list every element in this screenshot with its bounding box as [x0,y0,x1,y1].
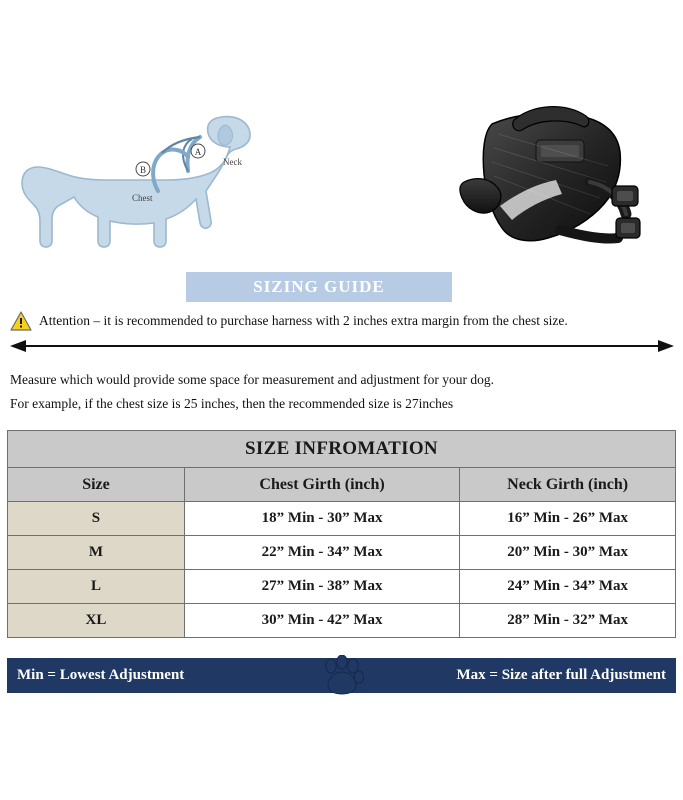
header-neck-girth: Neck Girth (inch) [460,468,676,502]
attention-text: Attention – it is recommended to purchase harness with 2 inches extra margin from the chest size. [39,313,568,328]
note-line-2: For example, if the chest size is 25 inches, then the recommended size is 27inches [10,396,454,411]
black-dog-harness-photo [440,90,675,275]
cell-chest-m: 22” Min - 34” Max [184,536,459,570]
label-neck: Neck [223,157,242,167]
cell-chest-xl: 30” Min - 42” Max [184,604,459,638]
header-size: Size [8,468,185,502]
table-row [8,570,676,604]
sizing-guide-title: SIZING GUIDE [253,277,385,296]
cell-neck-s: 16” Min - 26” Max [460,502,676,536]
illustrations-area [0,0,683,255]
cell-chest-s: 18” Min - 30” Max [184,502,459,536]
attention-row [10,311,675,331]
table-title: SIZE INFROMATION [8,431,676,468]
note-line-1: Measure which would provide some space for measurement and adjustment for your dog. [10,372,494,387]
warning-triangle-icon [10,311,32,331]
footer-max-label: Max = Size after full Adjustment [456,667,666,683]
label-chest: Chest [132,193,153,203]
cell-size-xl: XL [8,604,185,638]
table-row [8,536,676,570]
cell-size-s: S [8,502,185,536]
label-point-a: A [194,147,202,157]
measure-arrow [8,338,676,354]
header-chest-girth: Chest Girth (inch) [184,468,459,502]
table-header-row [8,468,676,502]
paw-print-icon [319,655,365,697]
cell-size-m: M [8,536,185,570]
cell-size-l: L [8,570,185,604]
table-row [8,604,676,638]
cell-neck-l: 24” Min - 34” Max [460,570,676,604]
cell-neck-xl: 28” Min - 32” Max [460,604,676,638]
label-point-b: B [139,165,147,175]
footer-min-label: Min = Lowest Adjustment [17,667,185,683]
dog-measurement-diagram [10,95,280,255]
size-information-table [7,430,676,638]
cell-chest-l: 27” Min - 38” Max [184,570,459,604]
table-title-row [8,431,676,468]
table-row [8,502,676,536]
cell-neck-m: 20” Min - 30” Max [460,536,676,570]
sizing-guide-banner [186,272,452,302]
